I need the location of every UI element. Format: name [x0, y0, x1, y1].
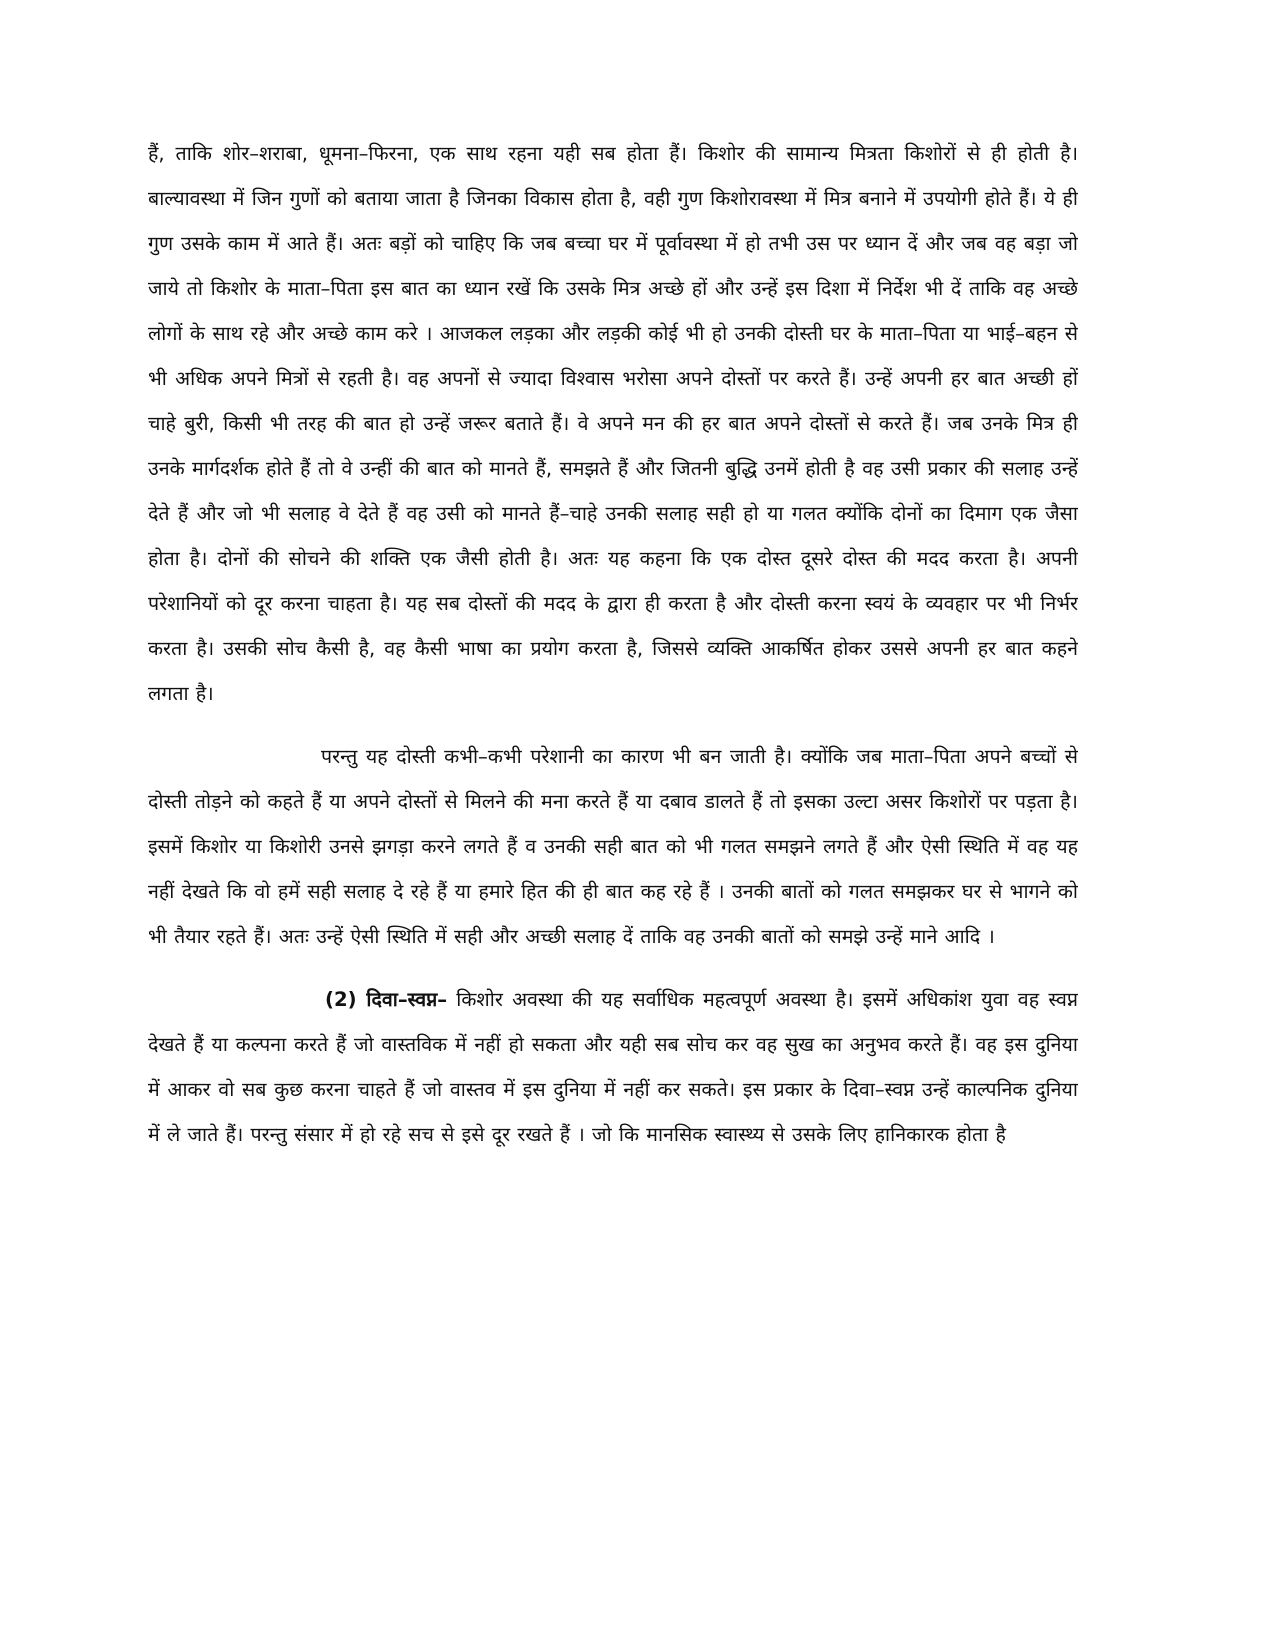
paragraph-friendship-problems: [148, 734, 1078, 959]
paragraph-friendship: [148, 131, 1078, 716]
document-page: [148, 131, 1078, 1581]
paragraph-daydreaming: [148, 977, 1078, 1157]
paragraph-text: परन्तु यह दोस्ती कभी–कभी परेशानी का कारण भी बन जाती है। क्योंकि जब माता–पिता अपने बच्चों से दोस्ती तोड़ने को कहते हैं या अपने दोस्तों से मिलने की मना करते हैं या दबाव डालते हैं तो इसका उल्टा असर किशोरों पर पड़ता है। इसमें किशोर या किशोरी उनसे झगड़ा करने लगते हैं व उनकी सही बात को भी गलत समझने लगते हैं और ऐसी स्थिति में वह यह नहीं देखते कि वो हमें सही सलाह दे रहे हैं या हमारे हित की ही बात कह रहे हैं । उनकी बातों को गलत समझकर घर से भागने को भी तैयार रहते हैं। अतः उन्हें ऐसी स्थिति में सही और अच्छी सलाह दें ताकि वह उनकी बातों को समझे उन्हें माने आदि ।: [148, 745, 1078, 948]
section-heading: (2) दिवा–स्वप्न–: [325, 988, 448, 1011]
paragraph-text: किशोर अवस्था की यह सर्वाधिक महत्वपूर्ण अवस्था है। इसमें अधिकांश युवा वह स्वप्न देखते हैं या कल्पना करते हैं जो वास्तविक में नहीं हो सकता और यही सब सोच कर वह सुख का अनुभव करते हैं। वह इस दुनिया में आकर वो सब कुछ करना चाहते हैं जो वास्तव में इस दुनिया में नहीं कर सकते। इस प्रकार के दिवा–स्वप्न उन्हें काल्पनिक दुनिया में ले जाते हैं। परन्तु संसार में हो रहे सच से इसे दूर रखते हैं । जो कि मानसिक स्वास्थ्य से उसके लिए हानिकारक होता है: [148, 988, 1078, 1146]
paragraph-text: हैं, ताकि शोर–शराबा, धूमना–फिरना, एक साथ रहना यही सब होता हैं। किशोर की सामान्य मित्रता किशोरों से ही होती है। बाल्यावस्था में जिन गुणों को बताया जाता है जिनका विकास होता है, वही गुण किशोरावस्था में मित्र बनाने में उपयोगी होते हैं। ये ही गुण उसके काम में आते हैं। अतः बड़ों को चाहिए कि जब बच्चा घर में पूर्वावस्था में हो तभी उस पर ध्यान दें और जब वह बड़ा जो जाये तो किशोर के माता–पिता इस बात का ध्यान रखें कि उसके मित्र अच्छे हों और उन्हें इस दिशा में निर्देश भी दें ताकि वह अच्छे लोगों के साथ रहे और अच्छे काम करे । आजकल लड़का और लड़की कोई भी हो उनकी दोस्ती घर के माता–पिता या भाई–बहन से भी अधिक अपने मित्रों से रहती है। वह अपनों से ज्यादा विश्वास भरोसा अपने दोस्तों पर करते हैं। उन्हें अपनी हर बात अच्छी हों चाहे बुरी, किसी भी तरह की बात हो उन्हें जरूर बताते हैं। वे अपने मन की हर बात अपने दोस्तों से करते हैं। जब उनके मित्र ही उनके मार्गदर्शक होते हैं तो वे उन्हीं की बात को मानते हैं, समझते हैं और जितनी बुद्धि उनमें होती है वह उसी प्रकार की सलाह उन्हें देते हैं और जो भी सलाह वे देते हैं वह उसी को मानते हैं–चाहे उनकी सलाह सही हो या गलत क्योंकि दोनों का दिमाग एक जैसा होता है। दोनों की सोचने की शक्ति एक जैसी होती है। अतः यह कहना कि एक दोस्त दूसरे दोस्त की मदद करता है। अपनी परेशानियों को दूर करना चाहता है। यह सब दोस्तों की मदद के द्वारा ही करता है और दोस्ती करना स्वयं के व्यवहार पर भी निर्भर करता है। उसकी सोच कैसी है, वह कैसी भाषा का प्रयोग करता है, जिससे व्यक्ति आकर्षित होकर उससे अपनी हर बात कहने लगता है।: [148, 142, 1078, 705]
